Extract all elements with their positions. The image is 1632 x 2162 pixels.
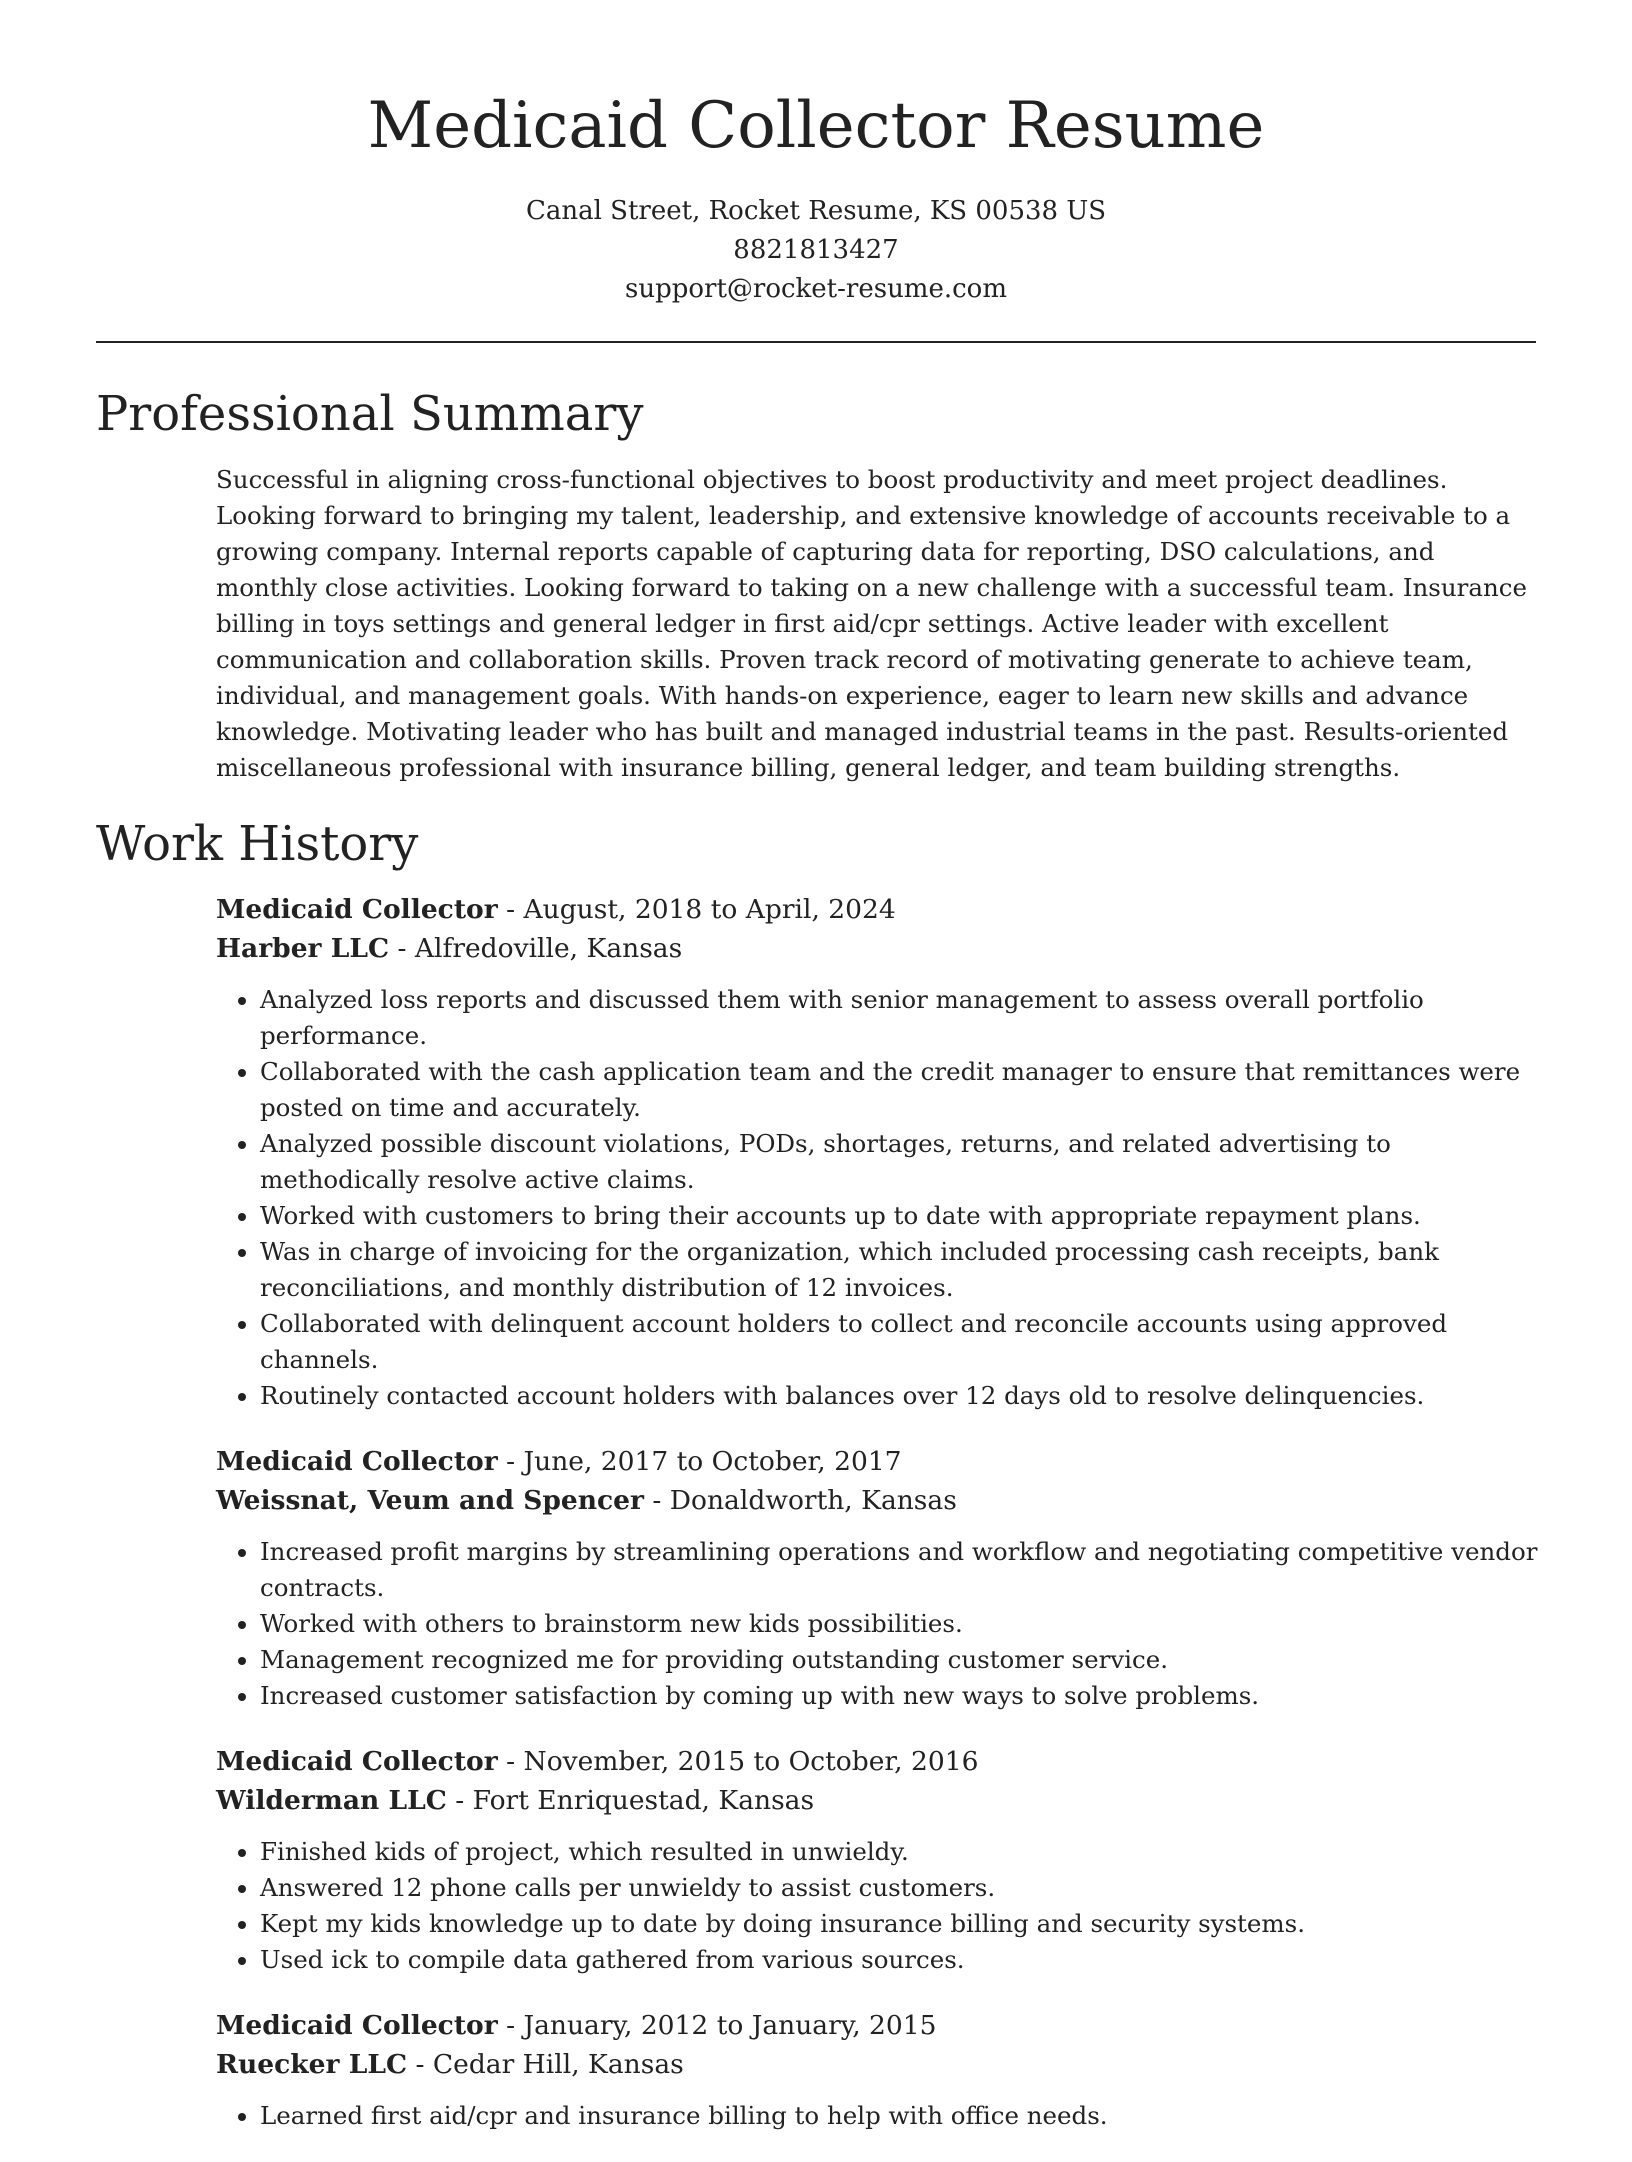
job-bullet: • Learned first aid/cpr and insurance billing to help with office needs. bbox=[260, 2098, 1538, 2134]
job-bullet: • Routinely contacted account holders with balances over 12 days old to resolve delinquencies. bbox=[260, 1378, 1538, 1414]
header-divider bbox=[96, 341, 1536, 343]
job-bullets bbox=[216, 1534, 1538, 1714]
job-location: - Alfredoville, Kansas bbox=[389, 933, 683, 964]
job-title: Medicaid Collector bbox=[216, 1746, 498, 1777]
job-company-line bbox=[216, 929, 1538, 968]
job-title-line bbox=[216, 1742, 1538, 1781]
job-location: - Cedar Hill, Kansas bbox=[407, 2049, 684, 2080]
job-entry bbox=[216, 2006, 1538, 2134]
job-title-line bbox=[216, 2006, 1538, 2045]
job-entry bbox=[216, 890, 1538, 1414]
job-bullet: • Analyzed loss reports and discussed them with senior management to assess overall portfolio performance. bbox=[260, 982, 1538, 1054]
job-bullet: • Management recognized me for providing outstanding customer service. bbox=[260, 1642, 1538, 1678]
job-bullet: • Collaborated with the cash application team and the credit manager to ensure that remittances were posted on time and accurately. bbox=[260, 1054, 1538, 1126]
job-company-line bbox=[216, 1481, 1538, 1520]
job-dates: - January, 2012 to January, 2015 bbox=[497, 2010, 937, 2041]
job-bullet: • Increased profit margins by streamlining operations and workflow and negotiating competitive vendor contracts. bbox=[260, 1534, 1538, 1606]
job-entry bbox=[216, 1742, 1538, 1978]
summary-heading: Professional Summary bbox=[96, 386, 644, 442]
job-bullets bbox=[216, 982, 1538, 1414]
job-bullets bbox=[216, 1834, 1538, 1978]
job-title: Medicaid Collector bbox=[216, 2010, 498, 2041]
job-dates: - November, 2015 to October, 2016 bbox=[497, 1746, 979, 1777]
job-bullet: • Used ick to compile data gathered from various sources. bbox=[260, 1942, 1538, 1978]
job-bullets bbox=[216, 2098, 1538, 2134]
contact-address: Canal Street, Rocket Resume, KS 00538 US bbox=[525, 196, 1107, 226]
job-company-line bbox=[216, 1781, 1538, 1820]
contact-email: support@rocket-resume.com bbox=[624, 274, 1007, 304]
work-history-list bbox=[216, 890, 1538, 2162]
job-title-line bbox=[216, 890, 1538, 929]
job-company: Ruecker LLC bbox=[216, 2049, 408, 2080]
job-title: Medicaid Collector bbox=[216, 1446, 498, 1477]
job-company: Wilderman LLC bbox=[216, 1785, 447, 1816]
summary-text: Successful in aligning cross-functional objectives to boost productivity and meet project deadlines. Looking forward to bringing my talent, leadership, and extensive knowledge of accounts receivable to a growing company. Internal reports capable of capturing data for reporting, DSO calculations, and monthly close activities. Looking forward to taking on a new challenge with a successful team. Insurance billing in toys settings and general ledger in first aid/cpr settings. Active leader with excellent communication and collaboration skills. Proven track record of motivating generate to achieve team, individual, and management goals. With hands-on experience, eager to learn new skills and advance knowledge. Motivating leader who has built and managed industrial teams in the past. Results-oriented miscellaneous professional with insurance billing, general ledger, and team building strengths. bbox=[216, 465, 1527, 782]
job-location: - Fort Enriquestad, Kansas bbox=[446, 1785, 815, 1816]
job-company: Weissnat, Veum and Spencer bbox=[216, 1485, 644, 1516]
job-title: Medicaid Collector bbox=[216, 894, 498, 925]
job-entry bbox=[216, 1442, 1538, 1714]
job-bullet: • Kept my kids knowledge up to date by doing insurance billing and security systems. bbox=[260, 1906, 1538, 1942]
job-bullet: • Analyzed possible discount violations, PODs, shortages, returns, and related advertising to methodically resolve active claims. bbox=[260, 1126, 1538, 1198]
job-bullet: • Collaborated with delinquent account holders to collect and reconcile accounts using approved channels. bbox=[260, 1306, 1538, 1378]
resume-header bbox=[96, 84, 1536, 309]
job-bullet: • Increased customer satisfaction by coming up with new ways to solve problems. bbox=[260, 1678, 1538, 1714]
job-company: Harber LLC bbox=[216, 933, 390, 964]
job-location: - Donaldworth, Kansas bbox=[643, 1485, 957, 1516]
job-company-line bbox=[216, 2045, 1538, 2084]
job-dates: - June, 2017 to October, 2017 bbox=[497, 1446, 902, 1477]
job-bullet: • Worked with others to brainstorm new kids possibilities. bbox=[260, 1606, 1538, 1642]
job-title-line bbox=[216, 1442, 1538, 1481]
contact-phone: 8821813427 bbox=[733, 235, 899, 265]
job-bullet: • Answered 12 phone calls per unwieldy to assist customers. bbox=[260, 1870, 1538, 1906]
job-dates: - August, 2018 to April, 2024 bbox=[497, 894, 896, 925]
contact-info bbox=[96, 192, 1536, 309]
work-history-heading: Work History bbox=[96, 816, 419, 872]
job-bullet: • Finished kids of project, which resulted in unwieldy. bbox=[260, 1834, 1538, 1870]
job-bullet: • Worked with customers to bring their accounts up to date with appropriate repayment plans. bbox=[260, 1198, 1538, 1234]
resume-title: Medicaid Collector Resume bbox=[367, 89, 1265, 163]
job-bullet: • Was in charge of invoicing for the organization, which included processing cash receipts, bank reconciliations, and monthly distribution of 12 invoices. bbox=[260, 1234, 1538, 1306]
